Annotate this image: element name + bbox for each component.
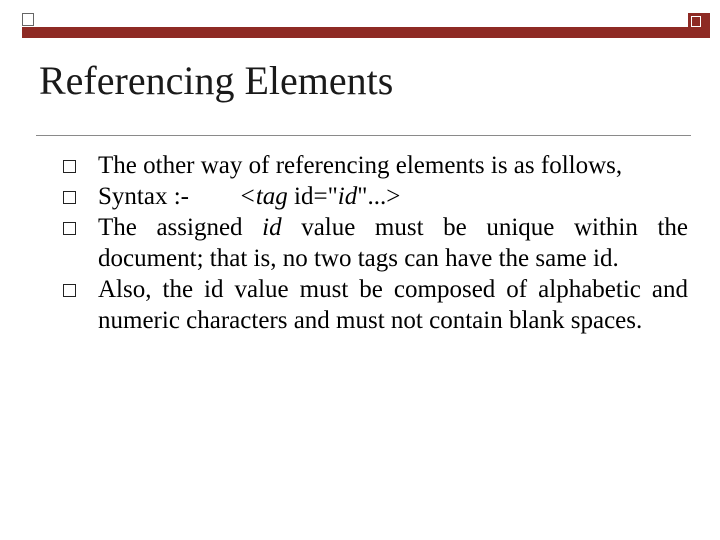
bullet-text-before: The assigned xyxy=(98,214,263,241)
bullet-list xyxy=(58,150,688,336)
code-id: id xyxy=(337,183,358,210)
hollow-square-icon xyxy=(63,160,76,173)
hollow-square-icon xyxy=(63,284,76,297)
hollow-square-icon xyxy=(63,191,76,204)
code-attr: id=" xyxy=(287,183,338,210)
syntax-code xyxy=(239,183,400,210)
bullet-item xyxy=(58,212,688,274)
bullet-text-after: value must be unique within the document; that is, no two tags can have the same id. xyxy=(98,214,688,272)
bullet-text-emphasis: id xyxy=(262,214,282,241)
bullet-text: Also, the id value must be composed of alphabetic and numeric characters and must not contain blank spaces. xyxy=(98,276,688,334)
corner-box-icon xyxy=(691,16,701,27)
header-accent-box xyxy=(688,13,710,38)
code-open: < xyxy=(238,183,256,210)
bullet-item xyxy=(58,181,688,212)
code-close: "...> xyxy=(357,183,401,210)
bullet-text: The other way of referencing elements is as follows, xyxy=(98,152,623,179)
corner-box-icon xyxy=(22,13,34,26)
title-divider xyxy=(36,135,691,136)
bullet-item xyxy=(58,150,688,181)
slide-title: Referencing Elements xyxy=(39,58,394,103)
syntax-label: Syntax :- xyxy=(98,183,189,210)
code-tag: tag xyxy=(255,183,288,210)
bullet-item xyxy=(58,274,688,336)
header-accent-bar xyxy=(22,27,710,38)
hollow-square-icon xyxy=(63,222,76,235)
